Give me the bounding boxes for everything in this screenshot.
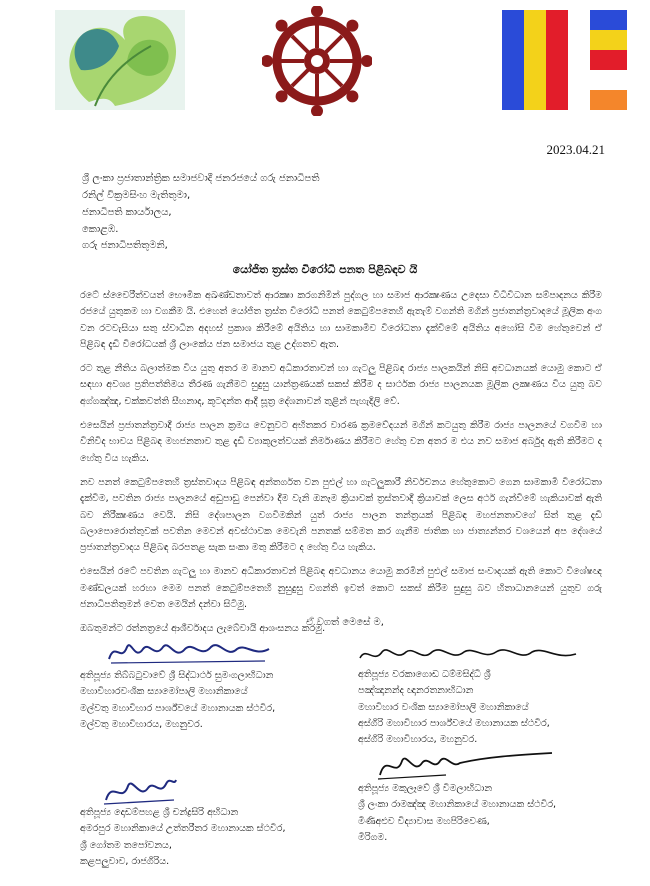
recipient-address	[82, 170, 319, 238]
signatory-line: අස්ගිරි මහාවිහාර පාර්ශ්වයේ මහානායක ස්ථවිර,	[358, 717, 550, 729]
letter-body	[80, 288, 602, 646]
letter-date: 2023.04.21	[546, 142, 605, 157]
signatory-line: අස්ගිරි මහාවිහාරය, මහනුවර.	[358, 734, 478, 746]
signatory-line: කළපලුවාව, රාජගිරිය.	[80, 855, 170, 867]
signatory-line: මීරිගම.	[358, 831, 388, 843]
address-line: රනිල් වික්‍රමසිංහ මැතිතුමා,	[82, 190, 191, 201]
signatory-line: අතිපූජ්‍ය වරකාගොඩ ධම්මසිද්ධි ශ්‍රී	[358, 669, 491, 680]
body-paragraph: රට තුළ නීතිය බලාත්මක විය යුතු අතර ම මානව අධිකාරතාවන් හා ගැටලු පිළිබඳ රාජ්‍ය පාලකයින් නිසි අවධානයක් යොමු කොට ඒ සඳහා අවශ්‍ය ප්‍රතිපත්තිමය තීරණ ගැනීමට සුදුසු යාන්ත්‍රණයක් සකස් කිරීම ද සාර්ථක රාජ්‍ය පාලනයක මූලික ලක්‍ෂණය විය යුතු බව අග්ගඤ්ඤ, චක්කවත්ති සීහනාද, කූටදන්ත ආදී සූත්‍ර දේශනාවන් තුළින් පැහැදිලි වේ.	[80, 363, 602, 407]
buddhist-flag-icon	[502, 10, 627, 110]
signatory-malwathu	[80, 668, 275, 733]
signature-image	[376, 745, 556, 785]
signatory-line: පඤ්ඤානන්ද ඥානරතනාභිධාන	[358, 685, 474, 697]
body-paragraph: ඔබතුමන්ට රත්නත්‍රයේ ආශීර්වාදය ලැබේවායි ආශංසනය කරමු.	[80, 623, 326, 635]
signature-image	[105, 637, 275, 669]
signatory-line: අතිපූජ්‍ය තිබ්බටුවාවේ ශ්‍රී සිද්ධාර්ථ සුමංගලාභිධාන	[80, 670, 274, 681]
signatory-asgiri	[358, 667, 550, 748]
body-paragraph: එසෙයින් රටේ පවතින ගැටලු හා මානව අධිකාරතාවන් පිළිබඳ අවධානය යොමු කරමින් පුළුල් සමාජ සංවාදයක් ඇති කොට විශේෂඥ මණ්ඩලයක් හරහා මෙම පනත් කෙටුම්පතෙහි නුසුදුසු වගන්ති ඉවත් කොට සකස් කිරීම සුදුසු බව හිතාධානයෙන් යුතුව ගරු ජනාධිපතිතුමන් වෙත මෙයින් දන්වා සිටිමු.	[80, 566, 602, 611]
signatory-line: අමරපුර මහානිකායේ උත්තරීතර මහානායක ස්ථවිර,	[80, 823, 286, 835]
signature-image	[100, 770, 180, 810]
signatory-line: මහාවිහාරවංශික ස්‍යාමෝපාලි මහානිකායේ	[80, 686, 248, 698]
signatory-line: මිණිඅළුව විද්‍යාවාස මහපිරිවෙණ,	[358, 815, 490, 827]
closing-line: ඒ වගත් මෙසේ ම,	[306, 617, 384, 628]
letter-subject: යෝජිත ත්‍රස්ත විරෝධී පනත පිළිබඳව යි	[232, 263, 418, 276]
signatory-line: ශ්‍රී ලංකා රාමඤ්ඤ මහානිකායේ මහානායක ස්ථවිර,	[358, 799, 557, 811]
dharma-wheel-icon	[262, 6, 372, 116]
signatory-amarapura	[80, 805, 286, 870]
address-line: කොළඹ.	[82, 224, 119, 235]
salutation: ගරු ජනාධිපතිතුමනි,	[82, 240, 168, 251]
address-line: ශ්‍රී ලංකා ප්‍රජාතාන්ත්‍රික සමාජවාදී ජනරජයේ ගරු ජනාධිපති	[82, 173, 320, 184]
signatory-line: මල්වතු මහාවිහාරය, මහනුවර.	[80, 718, 203, 730]
body-paragraph: එසෙයින් ප්‍රජාතන්ත්‍රවාදී රාජ්‍ය පාලන ක්‍රමය වෙනුවට අභිතකර වාරණ ක්‍රමවේදයන් මගින් කටයුතු කිරීම රාජ්‍ය පාලනයේ වගවීම හා විනිවිද භාවය පිළිබඳ මහජනතාව තුළ දැඩි ව්‍යාකූලත්වයක් නිර්මාණය කිරීමට හේතු වන අතර ම එය නව සමාජ අර්බුද ඇති කිරීමට ද හේතු විය හැකිය.	[80, 420, 602, 464]
body-paragraph: රටේ ස්වෛරීත්වයත් භෞමික අඛණ්ඩතාවත් ආරක්‍ෂා කරගනිමින් පුද්ගල හා සමාජ ආරක්‍ෂණය උදෙසා විධිවිධාන සම්පාදනය කිරීම රජයේ යුතුකම හා වගකීම යි. එහෙත් යෝජිත ත්‍රස්ත විරෝධී පනත් කෙටුම්පතෙහි ඇතැම් වගන්ති මගින් ප්‍රජාතන්ත්‍රවාදයේ මූලික අංග වන රටවැසියා සතු ස්වාධීන අදහස් ප්‍රකාශ කිරීමේ අයිතිය හා සාමකාමීව විරෝධතා දැක්වීමේ අයිතිය අහෝසි වීම හේතුවෙන් ඒ පිළිබඳ දැඩි විරෝධයක් ශ්‍රී ලාංකේය ජන සමාජය තුළ උද්ගතව ඇත.	[80, 290, 602, 350]
signatory-line: අතිපූජ්‍ය මකුලෑවේ ශ්‍රී විමලාභිධාන	[358, 783, 493, 794]
signatory-line: අතිපූජ්‍ය දොඩම්පහළ ශ්‍රී චන්ද්‍රසිරි අභිධාන	[80, 807, 239, 818]
signatory-line: ශ්‍රී ගෝතම තපෝවනය,	[80, 839, 172, 851]
signatory-ramanna	[358, 781, 556, 846]
bodhi-leaf-icon	[55, 10, 185, 110]
signatory-line: මල්වතු මහාවිහාර පාර්ශ්වයේ මහානායක ස්ථවිර,	[80, 702, 276, 714]
address-line: ජනාධිපති කාර්යාලය,	[82, 207, 172, 218]
signature-image	[356, 640, 581, 670]
signatory-line: මහාවිහාර වංශික ස්‍යාමෝපාලි මහානිකායේ	[358, 701, 529, 713]
body-paragraph: නව පනත් කෙටුම්පතෙහි ත්‍රස්තවාදය පිළිබඳ අන්තර්ගත වන පුළුල් හා ගැටලුකාරී නිර්වචනය හේතුකොට ගෙන සාමකාමී විරෝධතා දැක්වීම, පවතින රාජ්‍ය පාලනයේ අඩුපාඩු පෙන්වා දීම වැනි ඔනෑම ක්‍රියාවක් ත්‍රස්තවාදී ක්‍රියාවක් ලෙස අර්ථ ගැන්වීමේ හැකියාවක් ඇති බව නිරීක්‍ෂණය වෙයි. නිසි දේශපාලන වගවීමකින් යුත් රාජ්‍ය පාලන තන්ත්‍රයක් පිළිබඳ මහජනතාවගේ සිත් තුළ දැඩි බලාපොරොත්තුවක් පවතින මෙවන් අවස්ථාවක මෙවැනි පනතක් සම්මත කර ගැනීම ජාතික හා ජාත්‍යන්තර වශයෙන් අප දේශයේ ප්‍රජාතන්ත්‍රවාදය පිළිබඳ බරපතළ සැක සංකා මතු කිරීමට ද හේතු විය හැකිය.	[80, 476, 602, 554]
